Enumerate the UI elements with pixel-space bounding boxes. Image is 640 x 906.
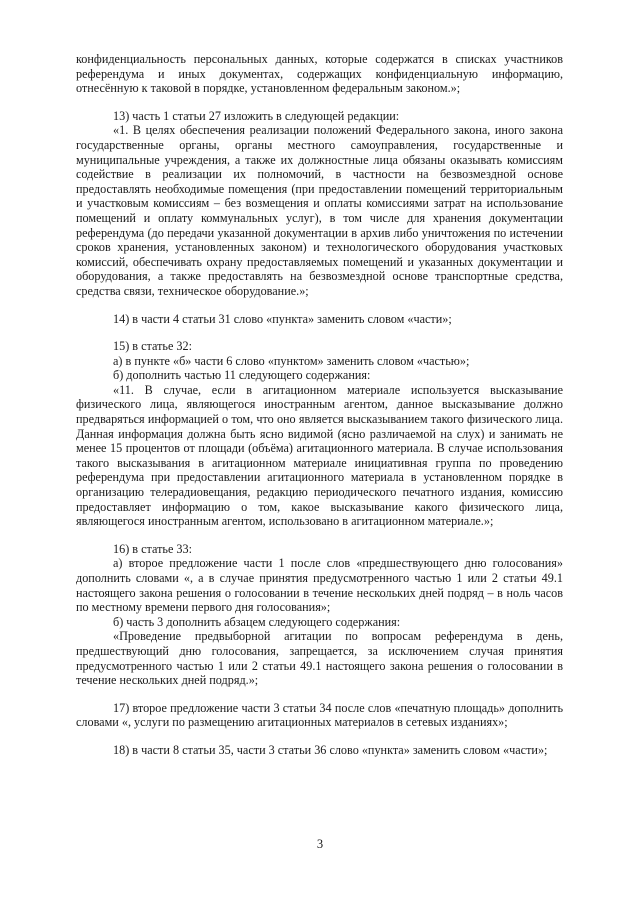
- paragraph-item-16-b-text: «Проведение предвыборной агитации по вопросам референдума в день, предшествующий дню голосования, запрещается, за исключением случая принятия предусмотренного частью 1 или 2 статьи 49.1 настоящего закона решения о голосовании в течение нескольких дней подряд.»;: [76, 629, 563, 688]
- paragraph-item-15-b-text: «11. В случае, если в агитационном материале используется высказывание физического лица, являющегося иностранным агентом, данное высказывание должно предваряться информацией о том, что оно является высказыванием такого физического лица. Данная информация должна быть ясно видимой (ясно различаемой на слух) и занимать не менее 15 процентов от площади (объёма) агитационного материала. В случае использования такого высказывания в агитационном материале инициативная группа по проведению референдума при предоставлении агитационного материала в установленном порядке в организацию телерадиовещания, редакцию периодического печатного издания, комиссию предоставляет информацию о том, какое высказывание какого физического лица, являющегося иностранным агентом, использовано в агитационном материале.»;: [76, 382, 563, 529]
- document-body: [76, 52, 563, 758]
- paragraph-item-15-b: б) дополнить частью 11 следующего содержания:: [113, 368, 371, 383]
- paragraph-continuation: конфиденциальность персональных данных, которые содержатся в списках участников референдума и иных документах, содержащих конфиденциальную информацию, отнесённую к таковой в порядке, установленном федеральным законом.»;: [76, 52, 563, 96]
- paragraph-item-16-a: а) второе предложение части 1 после слов «предшествующего дню голосования» дополнить словами «, а в случае принятия предусмотренного частью 1 или 2 статьи 49.1 настоящего закона решения о голосовании в течение нескольких дней подряд – в ноль часов по местному времени первого дня голосования»;: [76, 556, 563, 615]
- paragraph-item-14: 14) в части 4 статьи 31 слово «пункта» заменить словом «части»;: [113, 311, 452, 326]
- paragraph-item-16: 16) в статье 33:: [113, 541, 192, 556]
- paragraph-item-13: 13) часть 1 статьи 27 изложить в следующей редакции:: [113, 108, 400, 123]
- paragraph-item-16-b: б) часть 3 дополнить абзацем следующего содержания:: [113, 614, 401, 629]
- paragraph-item-15: 15) в статье 32:: [113, 339, 192, 354]
- paragraph-item-15-a: а) в пункте «б» части 6 слово «пунктом» заменить словом «частью»;: [113, 353, 470, 368]
- page-number: 3: [316, 837, 324, 851]
- paragraph-item-18: 18) в части 8 статьи 35, части 3 статьи 36 слово «пункта» заменить словом «части»;: [113, 742, 548, 757]
- paragraph-item-17: 17) второе предложение части 3 статьи 34 после слов «печатную площадь» дополнить словами «, услуги по размещению агитационных материалов в сетевых изданиях»;: [76, 700, 563, 730]
- paragraph-item-13-text: «1. В целях обеспечения реализации положений Федерального закона, иного закона государственные органы, органы местного самоуправления, государственные и муниципальные учреждения, а также их должностные лица обязаны оказывать комиссиям содействие в реализации их полномочий, в частности на безвозмездной основе предоставлять необходимые помещения (при предоставлении помещений территориальным и участковым комиссиям – без возмещения и оплаты комиссиями затрат на использование помещений и оплату коммунальных услуг), в том числе для хранения документации референдума (до передачи указанной документации в архив либо уничтожения по истечении сроков хранения, установленных законом) и технологического оборудования участковых комиссий, обеспечивать охрану предоставляемых помещений и указанных документации и оборудования, а также предоставлять на безвозмездной основе транспортные средства, средства связи, техническое оборудование.»;: [76, 123, 563, 298]
